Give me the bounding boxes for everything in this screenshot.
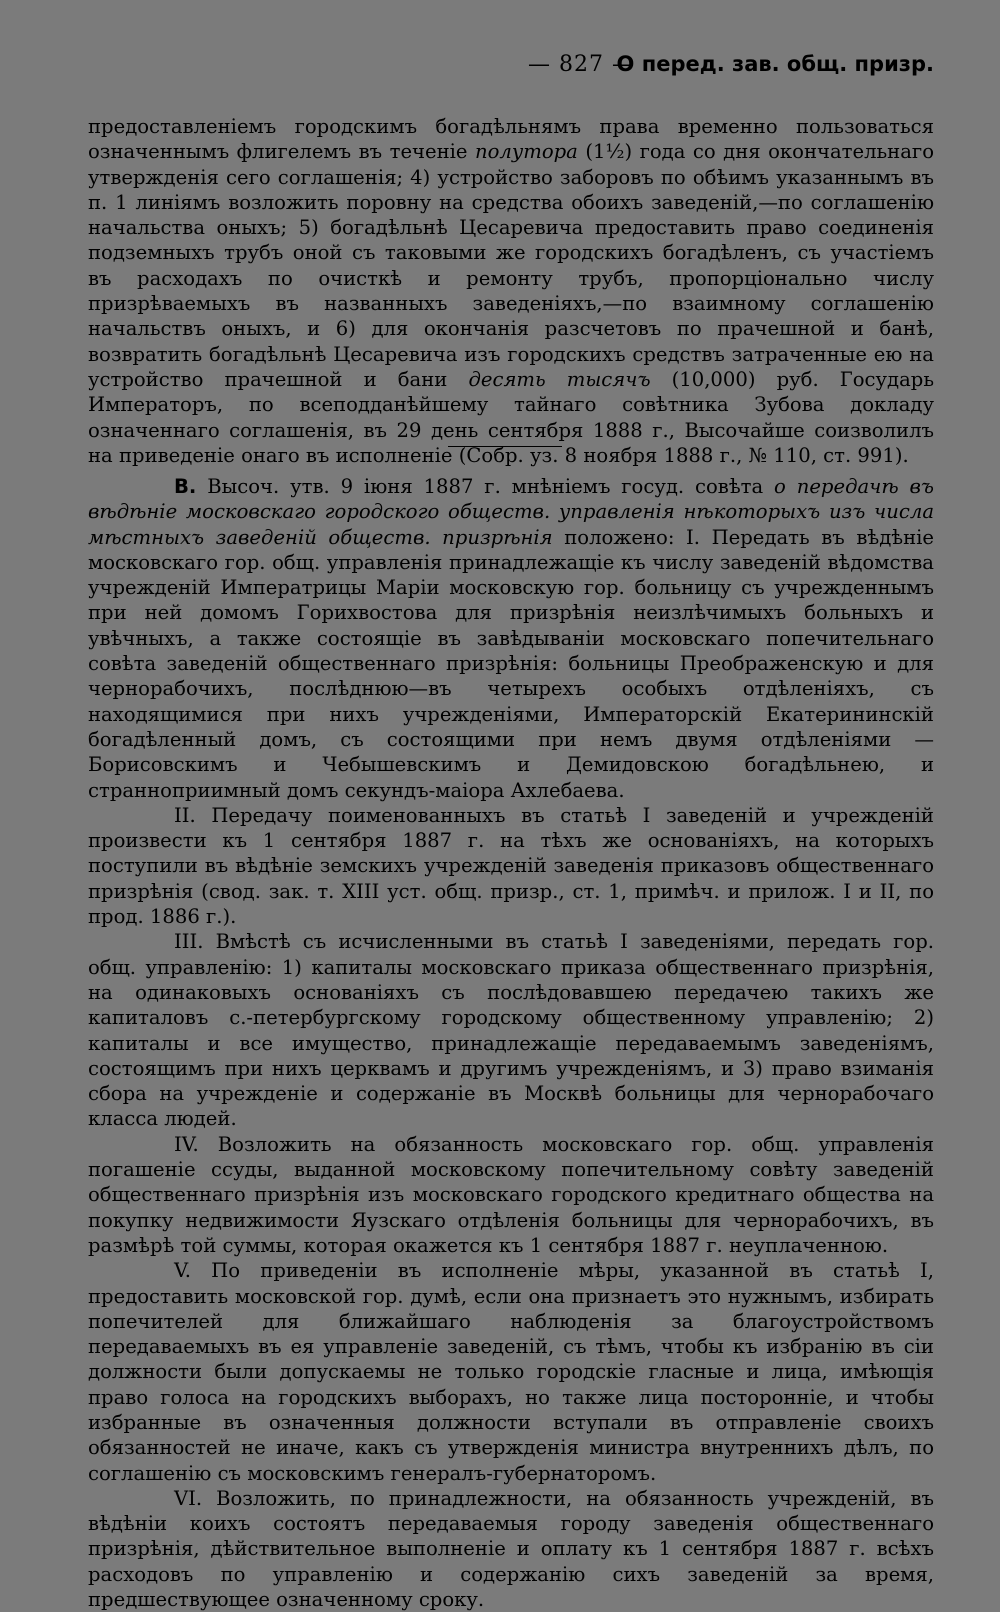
clause-4: IV. Возложить на обязанность московскаго гор. общ. управленія погашеніе ссуды, выданной московскому попечительному совѣту заведеній общественнаго призрѣнія изъ московскаго городского кредитнаго общества на покупку недвижимости Яузскаго отдѣленія больницы для чернорабочихъ, въ размѣрѣ той суммы, которая окажется къ 1 сентября 1887 г. неуплаченною. [88, 1132, 934, 1257]
text-run: положено: I. Передать въ вѣдѣніе московскаго гор. общ. управленія принадлежащіе къ числу заведеній вѣдомства учрежденій Императрицы Маріи московскую гор. больницу съ учрежденнымъ при ней домомъ Горихвостова для призрѣнія неизлѣчимыхъ больныхъ и увѣчныхъ, а также состоящіе въ завѣдываніи московскаго попечительнаго совѣта заведеній общественнаго призрѣнія: больницы Преображенскую и для чернорабочихъ, послѣднюю—въ четырехъ особыхъ отдѣленіяхъ, съ находящимися при нихъ учрежденіями, Императорскій Екатерининскій богадѣленный домъ, съ состоящими при немъ двумя отдѣленіями — Борисовскимъ и Чебышевскимъ и Демидовскою богадѣльнею, и странноприимный домъ секундъ-маіора Ахлебаева. [88, 525, 935, 802]
italic-run: десять тысячъ [468, 367, 651, 391]
section-letter: В. [174, 475, 197, 498]
section-b [88, 474, 934, 1612]
clause-2: II. Передачу поименованныхъ въ статьѣ I заведеній и учрежденій произвести къ 1 сентября 1887 г. на тѣхъ же основаніяхъ, на которыхъ поступили въ вѣдѣніе земскихъ учрежденій заведенія приказовъ общественнаго призрѣнія (свод. зак. т. XIII уст. общ. призр., ст. 1, примѣч. и прилож. I и II, по прод. 1886 г.). [88, 803, 934, 929]
section-header: О перед. зав. общ. призр. [616, 52, 934, 76]
italic-run: полутора [475, 140, 578, 164]
text-run: Высоч. утв. 9 іюня 1887 г. мнѣніемъ госуд. совѣта [196, 475, 775, 498]
decree-title: о передачѣ въ вѣдѣніе московскаго городского обществ. управленія нѣкоторыхъ изъ числа мѣстныхъ заведеній обществ. призрѣнія [88, 475, 934, 549]
clause-6: VI. Возложить, по принадлежности, на обязанность учрежденій, въ вѣдѣніи коихъ состоятъ передаваемыя городу заведенія общественнаго призрѣнія, дѣйствительное выполненіе и оплату къ 1 сентября 1887 г. всѣхъ расходовъ по управленію и содержанію сихъ заведеній за время, предшествующее означенному сроку. [88, 1486, 934, 1612]
clause-1 [88, 474, 934, 803]
section-a [88, 114, 934, 468]
section-divider [448, 446, 562, 447]
text-run: (10,000) руб. Государь Императоръ, по всеподданѣйшему тайнаго совѣтника Зубова докладу означеннаго соглашенія, въ 29 день сентября 1888 г., Высочайше соизволилъ на приведеніе онаго въ исполненіе (Собр. уз. 8 ноября 1888 г., № 110, ст. 991). [88, 367, 935, 467]
text-run: предоставленіемъ городскимъ богадѣльнямъ права временно пользоваться означеннымъ флигелемъ въ теченіе [88, 115, 934, 164]
clause-5: V. По приведеніи въ исполненіе мѣры, указанной въ статьѣ I, предоставить московской гор. думѣ, если она признаетъ это нужнымъ, избирать попечителей для ближайшаго наблюденія за благоустройствомъ передаваемыхъ въ ея управленіе заведеній, съ тѣмъ, чтобы къ избранію въ сіи должности были допускаемы не только городскіе гласные и лица, имѣющія право голоса на городскихъ выборахъ, но также лица посторонніе, и чтобы избранные въ означенныя должности вступали въ отправленіе своихъ обязанностей не иначе, какъ съ утвержденія министра внутреннихъ дѣлъ, по соглашенію съ московскимъ генералъ-губернаторомъ. [88, 1259, 934, 1485]
running-head [88, 52, 934, 88]
paragraph-a [88, 114, 934, 468]
page-number: — 827 — [528, 52, 635, 77]
text-run: (1½) года со дня окончательнаго утвержденія сего соглашенія; 4) устройство заборовъ по обѣимъ указаннымъ въ п. 1 линіямъ возложить поровну на средства обоихъ заведеній,—по соглашенію начальства оныхъ; 5) богадѣльнѣ Цесаревича предоставить право соединенія подземныхъ трубъ оной съ таковыми же городскихъ богадѣленъ, съ участіемъ въ расходахъ по очисткѣ и ремонту трубъ, пропорціонально числу призрѣваемыхъ въ названныхъ заведеніяхъ,—по взаимному соглашенію начальствъ оныхъ, и 6) для окончанія разсчетовъ по прачешной и банѣ, возвратить богадѣльнѣ Цесаревича изъ городскихъ средствъ затраченные ею на устройство прачешной и бани [88, 140, 934, 391]
clause-3: III. Вмѣстѣ съ исчисленными въ статьѣ I заведеніями, передать гор. общ. управленію: 1) капиталы московскаго приказа общественнаго призрѣнія, на одинаковыхъ основаніяхъ съ послѣдовавшею передачею такихъ же капиталовъ с.-петербургскому городскому общественному управленію; 2) капиталы и все имущество, принадлежащіе передаваемымъ заведеніямъ, состоящимъ при нихъ церквамъ и другимъ учрежденіямъ, и 3) право взиманія сбора на учрежденіе и содержаніе въ Москвѣ больницы для чернорабочаго класса людей. [88, 930, 934, 1131]
